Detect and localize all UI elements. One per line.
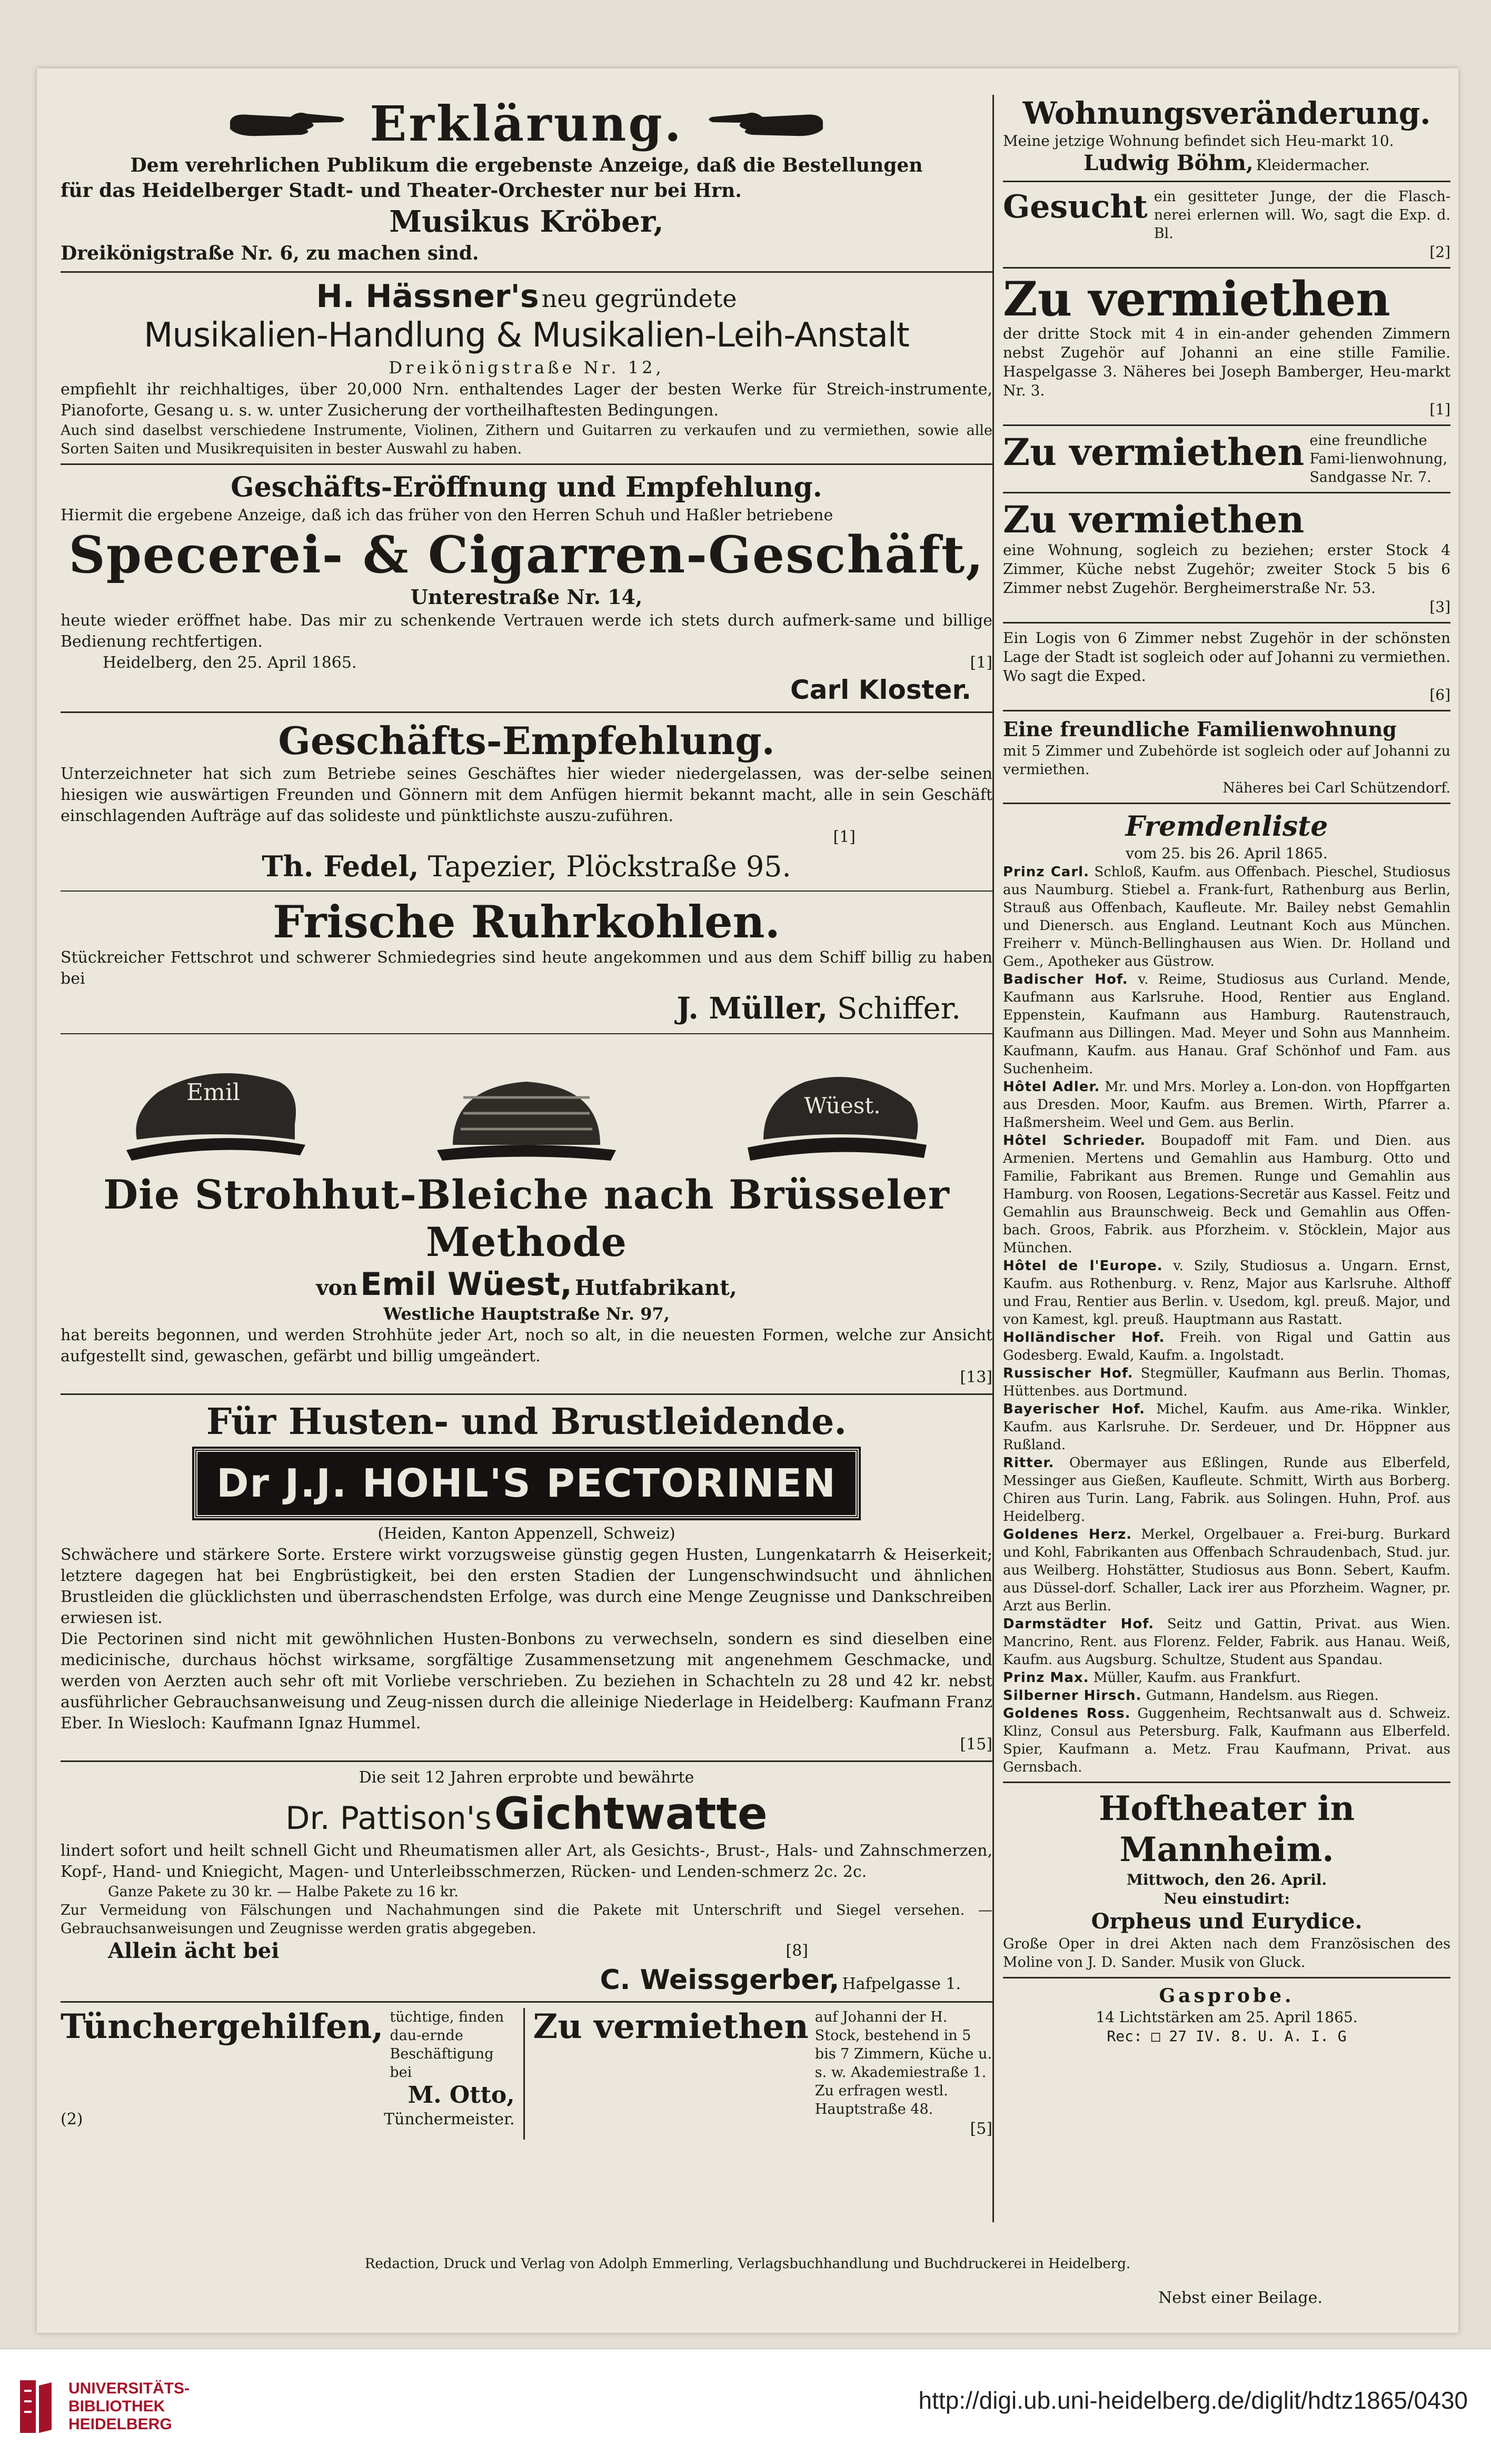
column-divider (992, 95, 994, 2222)
erklaerung-title: Erklärung. (370, 95, 683, 152)
stroh-by: von (316, 1275, 358, 1300)
divider (61, 711, 992, 713)
pattison-seller: C. Weissgerber, (600, 1964, 840, 1996)
gesucht-num: [2] (1429, 243, 1450, 261)
pecto-heading: Für Husten- und Brustleidende. (206, 1401, 847, 1443)
fremden-hotel: Hôtel de l'Europe. (1003, 1258, 1163, 1274)
ad-hassner (61, 278, 992, 458)
hassner-tail: neu gegründete (541, 284, 737, 313)
fremden-guests: Obermayer aus Eßlingen, Runde aus Elberfeld, Messinger aus Gießen, Kaufleute. Schmitt, Wirth aus Borberg. Chiren aus Turin. Lang, Fabrik. aus Solingen. Huhn, Prof. aus Heidelberg. (1003, 1455, 1451, 1525)
library-bar (0, 2349, 1491, 2464)
ad-vermiethen-3 (1003, 499, 1450, 617)
kloster-date: Heidelberg, den 25. April 1865. (103, 654, 357, 672)
pattison-seller-row (61, 1964, 992, 1996)
verm3-body: eine Wohnung, sogleich zu beziehen; erster Stock 4 Zimmer, Küche nebst Zugehör; zweiter Stock 5 bis 6 Zimmer nebst Zugehör. Bergheimerstraße Nr. 53. (1003, 541, 1450, 597)
theater-piece: Orpheus und Eurydice. (1091, 1909, 1363, 1934)
stroh-title: Die Strohhut-Bleiche nach Brüsseler Methode (103, 1171, 950, 1265)
tuencher-name: M. Otto, (407, 2082, 515, 2109)
fremden-entry (1003, 1400, 1450, 1454)
wohnung-name: Ludwig Böhm, (1084, 151, 1254, 175)
kloster-date-row (61, 652, 992, 674)
pointing-hand-right-icon (227, 105, 349, 142)
pecto-body2: Die Pectorinen sind nicht mit gewöhnlichen Husten-Bonbons zu verwechseln, sondern es sind dieselben eine medicinische, durchaus höchst wirksame, sorgfältige Zusammensetzung mit angenehmem Geschmacke, und werden von Aerzten auch sehr oft mit Vorliebe verschrieben. Zu beziehen in Schachteln zu 28 und 42 kr. nebst ausführlicher Gebrauchsanweisung und Zeug-nissen durch die alleinige Niederlage in Heidelberg: Kaufmann Franz Eber. In Wiesloch: Kaufmann Ignaz Hummel. (61, 1630, 992, 1733)
kloster-heading: Geschäfts-Eröffnung und Empfehlung. (231, 471, 822, 503)
fremden-guests: v. Szily, Studiosus a. Ungarn. Ernst, Kaufm. aus Rothenburg. v. Renz, Major aus Karlsruhe. Althoff und Frau, Rentier aus Berlin. v. Usedom, kgl. preuß. Major, und von Kamest, kgl. preuß. Hauptmann aus Rastatt. (1003, 1258, 1450, 1328)
fremden-hotel: Goldenes Herz. (1003, 1527, 1132, 1542)
fremden-entry (1003, 1132, 1450, 1257)
pattison-line3: Zur Vermeidung von Fälschungen und Nachahmungen sind die Pakete mit Unterschrift und Siegel versehen. — Gebrauchsanweisungen und Zeugnisse werden gratis abgegeben. (61, 1902, 992, 1937)
fremden-guests: Guggenheim, Rechtsanwalt aus d. Schweiz. Klinz, Consul aus Petersburg. Falk, Kaufmann aus Elberfeld. Spier, Kaufmann a. Metz. Frau Kaufmann, Privat. aus Gernsbach. (1003, 1706, 1450, 1775)
hat-emil-icon (121, 1050, 311, 1166)
fedel-name: Th. Fedel, (262, 849, 419, 883)
hassner-name: H. Hässner's (316, 278, 539, 315)
fremden-hotel: Ritter. (1003, 1455, 1055, 1471)
fremden-title: Fremdenliste (1125, 810, 1328, 843)
bottom-verm-text: auf Johanni der H. Stock, bestehend in 5 bis 7 Zimmern, Küche u. s. w. Akademiestraße 1. Zu erfragen westl. Hauptstraße 48. (814, 2009, 992, 2117)
tuencher-role: Tünchermeister. (384, 2110, 515, 2129)
hassner-body2: Auch sind daselbst verschiedene Instrumente, Violinen, Zithern und Guitarren zu verkaufen und zu vermiethen, sowie alle Sorten Saiten und Musikrequisiten in bester Auswahl zu haben. (61, 422, 992, 457)
ad-hoftheater (1003, 1788, 1450, 1972)
fremden-guests: Freih. von Rigal und Gattin aus Godesberg. Ewald, Kaufm. a. Ingolstadt. (1003, 1330, 1450, 1363)
fremden-entry (1003, 971, 1450, 1078)
stroh-num: [13] (960, 1368, 992, 1387)
verm1-body: der dritte Stock mit 4 in ein-ander gehenden Zimmern nebst Zugehör auf Johanni an eine stille Familie. Haspelgasse 3. Näheres bei Joseph Bamberger, Heu-markt Nr. 3. (1003, 325, 1450, 399)
hassner-address: Dreikönigstraße Nr. 12, (389, 358, 664, 378)
fremden-entry (1003, 1257, 1450, 1329)
familie-contact: Näheres bei Carl Schützendorf. (1222, 780, 1450, 796)
ad-gesucht (1003, 187, 1450, 262)
ad-familie (1003, 717, 1450, 797)
tuencher-text: tüchtige, finden dau-ernde Beschäftigung bei (390, 2009, 504, 2081)
familie-title: Eine freundliche Familienwohnung (1003, 717, 1397, 741)
verm3-num: [3] (1429, 598, 1450, 616)
fremden-date: vom 25. bis 26. April 1865. (1126, 845, 1328, 862)
fremden-entry (1003, 1454, 1450, 1526)
fremden-hotel: Darmstädter Hof. (1003, 1616, 1154, 1632)
kloster-body: heute wieder eröffnet habe. Das mir zu schenkende Vertrauen werde ich stets durch aufmerk-same und billige Bedienung rechtfertigen. (61, 611, 992, 651)
fremden-hotel: Russischer Hof. (1003, 1365, 1134, 1381)
ruhr-body: Stückreicher Fettschrot und schwerer Schmiedegries sind heute angekommen und aus dem Schiff billig zu haben bei (61, 948, 992, 988)
divider (61, 1393, 992, 1395)
wohnung-sign (1003, 151, 1450, 175)
erklaerung-line1: Dem verehrlichen Publikum die ergebenste Anzeige, daß die Bestellungen (130, 154, 923, 176)
ad-bottom-pair (61, 2008, 992, 2140)
hat-emil-label: Emil (186, 1079, 240, 1106)
divider (61, 1033, 992, 1034)
erklaerung-line3: Dreikönigstraße Nr. 6, zu machen sind. (61, 242, 479, 264)
divider (1003, 803, 1450, 804)
fremden-hotel: Silberner Hirsch. (1003, 1688, 1142, 1704)
theater-body: Große Oper in drei Akten nach dem Französischen des Moline von J. D. Sander. Musik von Gluck. (1003, 1936, 1450, 1971)
pecto-body: Schwächere und stärkere Sorte. Erstere wirkt vorzugsweise günstig gegen Husten, Lungenkatarrh & Heiserkeit; letztere dagegen hat bei Engbrüstigkeit, bei den ersten Stadien der Lungenschwindsucht und ähnlichen Brustleiden die glücklichsten und überraschendsten Erfolge, was durch eine Menge Zeugnisse und Dankschreiben erwiesen ist. (61, 1546, 992, 1627)
fremden-guests: Boupadoff mit Fam. und Dien. aus Armenien. Mertens und Gemahlin aus Hamburg. Otto und Familie, Fabrikant aus Bremen. Runge und Gemahlin aus Hamburg. von Roosen, Legations-Secretär aus Kassel. Feitz und Gemahlin aus Braunschweig. Beck und Gemahlin aus Offen-bach. Groos, Fabrik. aus Pforzheim. v. Stöcklein, Major aus München. (1003, 1133, 1451, 1256)
theater-new: Neu einstudirt: (1164, 1890, 1290, 1907)
ad-pattison (61, 1767, 992, 1996)
divider (1003, 1782, 1450, 1783)
theater-day: Mittwoch, den 26. April. (1126, 1871, 1327, 1888)
pattison-intro: Die seit 12 Jahren erprobte und bewährte (359, 1768, 694, 1787)
familie-body: mit 5 Zimmer und Zubehörde ist sogleich oder auf Johanni zu vermiethen. (1003, 743, 1450, 778)
gas-line: 14 Lichtstärken am 25. April 1865. (1096, 2008, 1358, 2026)
fremden-guests: Stegmüller, Kaufmann aus Berlin. Thomas, Hüttenbes. aus Dortmund. (1003, 1365, 1451, 1399)
library-emblem-icon (15, 2375, 57, 2438)
kloster-num: [1] (970, 654, 992, 672)
verm3-title: Zu vermiethen (1003, 498, 1305, 541)
fremden-hotel: Badischer Hof. (1003, 972, 1128, 987)
left-column (61, 95, 992, 2140)
divider (1003, 181, 1450, 182)
theater-title: Hoftheater in Mannheim. (1098, 1789, 1355, 1869)
wohnung-tail: Kleidermacher. (1256, 156, 1370, 174)
pattison-only: Allein ächt bei (108, 1938, 280, 1963)
verm1-num: [1] (1429, 401, 1450, 418)
ad-ruhr (61, 897, 992, 1028)
fremden-guests: Seitz und Gattin, Privat. aus Wien. Mancrino, Rent. aus Florenz. Felder, Fabrik. aus Hanau. Weiß, Kaufm. aus Augsburg. Schultze, Student aus Spandau. (1003, 1616, 1450, 1668)
ad-strohhut (61, 1040, 992, 1388)
fremden-entry (1003, 1615, 1450, 1669)
erklaerung-line2: für das Heidelberger Stadt- und Theater-Orchester nur bei Hrn. (61, 180, 742, 202)
fremden-entry (1003, 1687, 1450, 1705)
divider (1003, 710, 1450, 711)
wohnung-title: Wohnungsveränderung. (1022, 95, 1431, 131)
pattison-only-row (61, 1938, 992, 1964)
bottom-verm-title: Zu vermiethen (533, 2007, 809, 2046)
imprint: Redaction, Druck und Verlag von Adolph Emmerling, Verlagsbuchhandlung und Buchdruckerei in Heidelberg. (364, 2256, 1131, 2272)
ad-vermiethen-1 (1003, 271, 1450, 419)
ad-logis (1003, 629, 1450, 705)
tuencher-num: (2) (61, 2110, 83, 2129)
fremden-guests: Michel, Kaufm. aus Ame-rika. Winkler, Kaufm. aus Karlsruhe. Dr. Serdeuer, und Dr. Höppner aus Rußland. (1003, 1401, 1451, 1453)
ruhr-name: J. Müller, (677, 991, 828, 1026)
erklaerung-name-text: Musikus Kröber, (389, 204, 664, 239)
fremden-entries (1003, 863, 1450, 1776)
fremden-hotel: Holländischer Hof. (1003, 1330, 1165, 1345)
ad-pectorinen (61, 1400, 992, 1755)
fremden-guests: Schloß, Kaufm. aus Offenbach. Pieschel, Studiosus aus Naumburg. Stiebel a. Frank-furt, Rathenburg aus Berlin, Strauß aus Offenbach, Kaufleute. Mr. Bailey nebst Gemahlin und Dienersch. aus England. Leutnant Koch aus München. Freiherr v. Münch-Bellinghausen aus Wien. Dr. Holland und Gem., Apotheker aus Güstrow. (1003, 864, 1451, 969)
library-logo[interactable] (15, 2375, 190, 2438)
tuencher-row (61, 2109, 515, 2130)
ad-tuencher (61, 2008, 525, 2140)
fremdenliste (1003, 809, 1450, 1776)
tuencher-title: Tünchergehilfen, (61, 2007, 384, 2046)
kloster-title: Specerei- & Cigarren-Geschäft, (68, 525, 985, 585)
ad-vermiethen-2 (1003, 431, 1450, 487)
pecto-brand: Dr J.J. HOHL'S PECTORINEN (194, 1449, 859, 1518)
pattison-title: Gichtwatte (494, 1788, 768, 1839)
hat-wuest-icon (742, 1050, 932, 1166)
fremden-hotel: Prinz Max. (1003, 1670, 1089, 1686)
logis-body: Ein Logis von 6 Zimmer nebst Zugehör in der schönsten Lage der Stadt ist sogleich oder auf Johanni zu vermiethen. Wo sagt die Exped. (1003, 629, 1450, 685)
fedel-body: Unterzeichneter hat sich zum Betriebe seines Geschäftes hier wieder niedergelassen, was der-selbe seinen hiesigen wie auswärtigen Freunden und Gönnern mit dem Anfügen hiermit bekannt macht, alle in sein Geschäft einschlagenden Aufträge auf das solideste und pünktlichste auszu-zuführen. (61, 765, 992, 825)
kloster-address: Unterestraße Nr. 14, (410, 585, 643, 609)
fedel-num: [1] (833, 828, 856, 846)
logis-num: [6] (1429, 686, 1450, 704)
fremden-entry (1003, 863, 1450, 971)
fremden-entry (1003, 1705, 1450, 1776)
divider (61, 2001, 992, 2003)
ad-vermiethen-bottom (525, 2008, 992, 2140)
divider (1003, 492, 1450, 493)
fremden-guests: Müller, Kaufm. aus Frankfurt. (1093, 1670, 1301, 1686)
ruhr-title: Frische Ruhrkohlen. (273, 896, 780, 948)
gesucht-body: ein gesitteter Junge, der die Flasch-nerei erlernen will. Wo, sagt die Exp. d. Bl. (1154, 189, 1450, 242)
fremden-guests: v. Reime, Studiosus aus Curland. Mende, Kaufmann aus Karlsruhe. Hood, Rentier aus England. Eppenstein, Kaufmann aus Hamburg. Rautenstrauch, Kaufmann aus Dillingen. Mad. Meyer und Sohn aus Mannheim. Kaufmann, Kaufm. aus Hanau. Graf Schönhof und Fam. aus Suchenheim. (1003, 972, 1451, 1077)
pecto-num: [15] (960, 1735, 992, 1754)
pattison-name: Dr. Pattison's (285, 1800, 492, 1837)
fremden-hotel: Prinz Carl. (1003, 864, 1089, 880)
bottom-verm-num: [5] (970, 2120, 992, 2138)
divider (61, 1760, 992, 1762)
hat-illustrations (61, 1040, 992, 1166)
divider (1003, 267, 1450, 269)
fremden-guests: Mr. und Mrs. Morley a. Lon-don. von Hopffgarten aus Dresden. Moor, Kaufm. aus Bremen. Wirth, Pfarrer a. Haßmersheim. Weel und Gem. aus Berlin. (1003, 1079, 1451, 1131)
fremden-guests: Gutmann, Handelsm. aus Riegen. (1146, 1688, 1379, 1704)
gesucht-title: Gesucht (1003, 189, 1148, 225)
fremden-entry (1003, 1526, 1450, 1615)
hat-wuest-label: Wüest. (804, 1093, 881, 1119)
erklaerung-name (61, 203, 992, 241)
gas-rec: Rec: □ 27 IV. 8. U. A. I. G (1107, 2027, 1347, 2045)
fremden-hotel: Goldenes Ross. (1003, 1706, 1131, 1721)
ad-erklaerung (61, 95, 992, 266)
beilage-note: Nebst einer Beilage. (1158, 2289, 1323, 2307)
kloster-line1: Hiermit die ergebene Anzeige, daß ich das früher von den Herren Schuh und Haßler betriebene (61, 506, 833, 525)
verm2-title: Zu vermiethen (1003, 430, 1305, 474)
pattison-line2: Ganze Pakete zu 30 kr. — Halbe Pakete zu 16 kr. (108, 1884, 459, 1900)
library-name: UNIVERSITÄTS- BIBLIOTHEK HEIDELBERG (68, 2380, 190, 2433)
kloster-signature: Carl Kloster. (790, 675, 971, 705)
fremden-hotel: Hôtel Adler. (1003, 1079, 1100, 1095)
stroh-tail: Hutfabrikant, (574, 1275, 737, 1300)
fremden-entry (1003, 1669, 1450, 1687)
divider (61, 463, 992, 465)
pattison-body: lindert sofort und heilt schnell Gicht und Rheumatismen aller Art, als Gesichts-, Brust-, Hals- und Zahnschmerzen, Kopf-, Hand- und Kniegicht, Magen- und Unterleibsschmerzen, Rücken- und Lenden-schmerz 2c. 2c. (61, 1842, 992, 1881)
hassner-body: empfiehlt ihr reichhaltiges, über 20,000 Nrn. enthaltendes Lager der besten Werke für Streich-instrumente, Pianoforte, Gesang u. s. w. unter Zusicherung der vortheilhaftesten Bedingungen. (61, 380, 992, 420)
ad-fedel (61, 718, 992, 885)
stroh-name: Emil Wüest, (360, 1266, 572, 1303)
fedel-sign (61, 848, 992, 885)
fremden-entry (1003, 1364, 1450, 1400)
right-column (1003, 95, 1450, 2046)
ad-kloster (61, 470, 992, 706)
fremden-hotel: Hôtel Schrieder. (1003, 1133, 1146, 1149)
divider (1003, 1977, 1450, 1978)
stroh-body: hat bereits begonnen, und werden Strohhüte jeder Art, noch so alt, in die neuesten Formen, welche zur Ansicht aufgestellt sind, gewaschen, gefärbt und billig umgeändert. (61, 1326, 992, 1365)
pointing-hand-left-icon (704, 105, 826, 142)
divider (61, 890, 992, 892)
hassner-title: Musikalien-Handlung & Musikalien-Leih-Anstalt (144, 316, 909, 355)
fedel-tail: Tapezier, Plöckstraße 95. (428, 850, 791, 883)
fremden-entry (1003, 1329, 1450, 1364)
fremden-entry (1003, 1078, 1450, 1132)
verm2-body: eine freundliche Fami-lienwohnung, Sandgasse Nr. 7. (1309, 432, 1448, 486)
pattison-num: [8] (786, 1942, 808, 1960)
fremden-hotel: Bayerischer Hof. (1003, 1401, 1146, 1417)
wohnung-body: Meine jetzige Wohnung befindet sich Heu-markt 10. (1003, 132, 1394, 150)
ad-wohnung (1003, 95, 1450, 175)
gas-title: Gasprobe. (1159, 1985, 1295, 2007)
ruhr-tail: Schiffer. (837, 992, 961, 1026)
divider (61, 271, 992, 273)
divider (1003, 622, 1450, 624)
fedel-heading: Geschäfts-Empfehlung. (278, 718, 775, 763)
pecto-origin: (Heiden, Kanton Appenzell, Schweiz) (377, 1525, 675, 1543)
hat-middle-icon (432, 1050, 621, 1166)
verm1-title: Zu vermiethen (1003, 271, 1390, 327)
permalink-url[interactable]: http://digi.ub.uni-heidelberg.de/diglit/hdtz1865/0430 (918, 2387, 1468, 2414)
pattison-seller-tail: Hafpelgasse 1. (842, 1975, 961, 1993)
ruhr-sign (61, 989, 992, 1028)
gasprobe (1003, 1984, 1450, 2046)
fremden-guests: Merkel, Orgelbauer a. Frei-burg. Burkard und Kohl, Fabrikanten aus Offenbach Schraudenbach, Stud. jur. aus Weilberg. Hohstätter, Studiosus aus Bonn. Sebert, Kaufm. aus Düssel-dorf. Schaller, Lack irer aus Pforzheim. Wagner, pr. Arzt aus Berlin. (1003, 1527, 1450, 1614)
divider (1003, 424, 1450, 426)
stroh-address: Westliche Hauptstraße Nr. 97, (383, 1304, 670, 1324)
